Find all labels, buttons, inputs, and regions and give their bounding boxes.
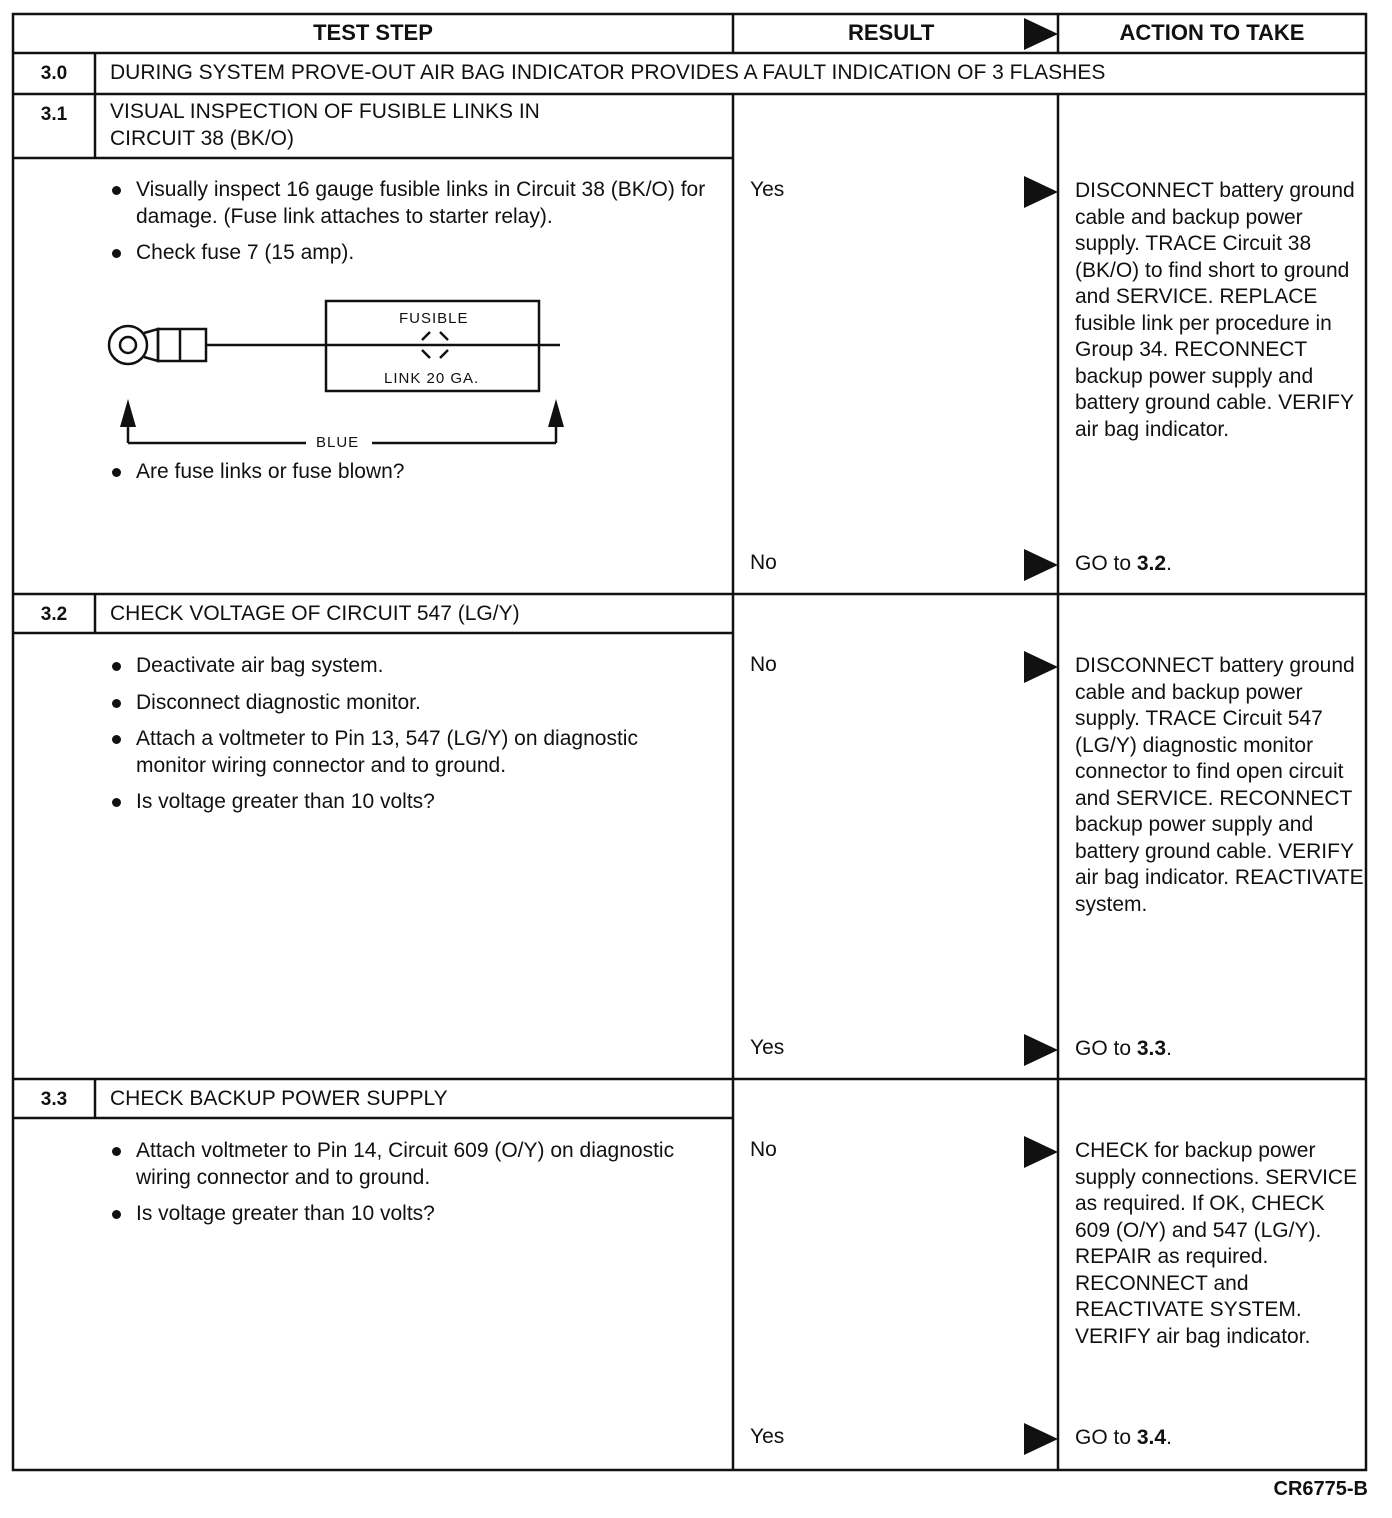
step-number-3-2: 3.2 <box>40 604 68 625</box>
arrow-icon <box>1024 176 1058 208</box>
arrow-icon <box>1024 651 1058 683</box>
arrow-icon <box>1024 1034 1058 1066</box>
step-3-2-bullet-4: Is voltage greater than 10 volts? <box>110 789 710 816</box>
arrow-icon <box>1024 1136 1058 1168</box>
step-3-3-bullets <box>110 1138 710 1238</box>
step-3-1-question-text: Are fuse links or fuse blown? <box>110 459 710 486</box>
step-number-3-3: 3.3 <box>40 1089 68 1110</box>
step-3-1-result-yes: Yes <box>750 178 785 201</box>
step-3-1-title-line1: VISUAL INSPECTION OF FUSIBLE LINKS IN <box>110 100 540 123</box>
step-number-3-0: 3.0 <box>40 63 68 84</box>
step-3-3-bullet-2: Is voltage greater than 10 volts? <box>110 1201 710 1228</box>
action-suffix: . <box>1166 1037 1172 1060</box>
header-arrow-icon <box>1024 18 1058 50</box>
step-3-1-action-yes: DISCONNECT battery ground cable and backup power supply. TRACE Circuit 38 (BK/O) to find short to ground and SERVICE. REPLACE fusible link per procedure in Group 34. RECONNECT backup power supply and battery ground cable. VERIFY air bag indicator. <box>1075 179 1355 441</box>
step-number-3-1: 3.1 <box>40 104 68 125</box>
action-prefix: GO to <box>1075 552 1137 575</box>
step-3-3-result-yes: Yes <box>750 1425 785 1448</box>
step-3-2-result-no: No <box>750 653 777 676</box>
step-3-2-action-yes <box>1075 1036 1365 1063</box>
step-3-1-question <box>110 459 710 496</box>
step-3-3-action-yes <box>1075 1425 1365 1452</box>
action-suffix: . <box>1166 1426 1172 1449</box>
step-3-1-bullet-1: Visually inspect 16 gauge fusible links in Circuit 38 (BK/O) for damage. (Fuse link attaches to starter relay). <box>110 177 710 230</box>
arrow-icon <box>1024 549 1058 581</box>
arrow-icon <box>1024 1423 1058 1455</box>
step-3-0-title: DURING SYSTEM PROVE-OUT AIR BAG INDICATOR PROVIDES A FAULT INDICATION OF 3 FLASHES <box>110 61 1106 84</box>
step-3-2-action-no: DISCONNECT battery ground cable and backup power supply. TRACE Circuit 547 (LG/Y) diagnostic monitor connector to find open circuit and SERVICE. RECONNECT backup power supply and battery ground cable. VERIFY air bag indicator. REACTIVATE system. <box>1075 654 1364 916</box>
step-3-2-bullet-2: Disconnect diagnostic monitor. <box>110 690 710 717</box>
step-3-1-action-no <box>1075 551 1365 578</box>
step-3-2-bullets <box>110 653 710 826</box>
step-3-3-bullet-1: Attach voltmeter to Pin 14, Circuit 609 (O/Y) on diagnostic wiring connector and to ground. <box>110 1138 710 1191</box>
step-3-2-title: CHECK VOLTAGE OF CIRCUIT 547 (LG/Y) <box>110 602 520 625</box>
action-prefix: GO to <box>1075 1426 1137 1449</box>
header-result: RESULT <box>848 20 935 45</box>
figure-code: CR6775-B <box>1273 1478 1368 1500</box>
step-3-1-result-no: No <box>750 551 777 574</box>
step-reference: 3.2 <box>1136 552 1167 575</box>
figure-label-wire-color: BLUE <box>316 434 360 451</box>
figure-label-link: LINK 20 GA. <box>384 370 480 387</box>
header-test-step: TEST STEP <box>313 20 433 45</box>
step-3-2-bullet-1: Deactivate air bag system. <box>110 653 710 680</box>
step-3-3-title: CHECK BACKUP POWER SUPPLY <box>110 1087 448 1110</box>
fusible-link-figure <box>100 295 580 455</box>
header-action: ACTION TO TAKE <box>1119 20 1305 45</box>
step-3-1-bullets <box>110 177 710 277</box>
step-reference: 3.3 <box>1136 1037 1167 1060</box>
action-prefix: GO to <box>1075 1037 1137 1060</box>
step-3-2-result-yes: Yes <box>750 1036 785 1059</box>
step-3-3-action-no: CHECK for backup power supply connections. SERVICE as required. If OK, CHECK 609 (O/Y) and 547 (LG/Y). REPAIR as required. RECONNECT and REACTIVATE SYSTEM. VERIFY air bag indicator. <box>1075 1139 1358 1348</box>
action-suffix: . <box>1166 552 1172 575</box>
step-3-1-bullet-2: Check fuse 7 (15 amp). <box>110 240 710 267</box>
step-3-1-title-line2: CIRCUIT 38 (BK/O) <box>110 127 294 150</box>
step-3-2-bullet-3: Attach a voltmeter to Pin 13, 547 (LG/Y) on diagnostic monitor wiring connector and to ground. <box>110 726 710 779</box>
step-3-3-result-no: No <box>750 1138 777 1161</box>
figure-label-fusible: FUSIBLE <box>399 310 469 327</box>
step-reference: 3.4 <box>1136 1426 1167 1449</box>
